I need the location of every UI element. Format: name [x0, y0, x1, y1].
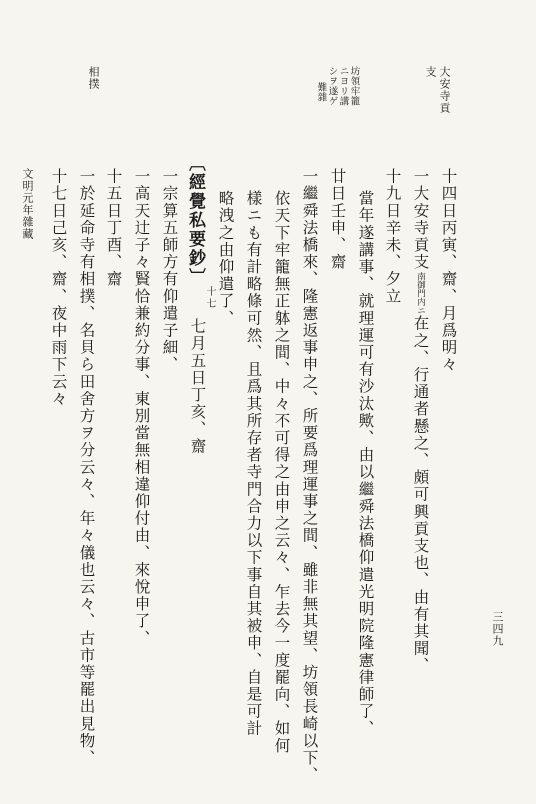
header-note-right-1: 大安寺貢 [438, 66, 451, 114]
running-title: 文明元年雜藏 [21, 168, 34, 240]
text-column-11: 一宗算五師方有仰遣子細、 [160, 168, 179, 374]
text-column-9: 略洩之由仰遣了、 [216, 190, 235, 327]
header-note-right-2: 支 [424, 66, 437, 78]
text-column-1: 十四日丙寅、齋、月爲明々 [439, 168, 458, 374]
header-note-left: 相撲 [87, 66, 100, 90]
header-note-mid-3: シヲ遂ゲ [326, 66, 338, 106]
text-column-2 [412, 168, 428, 674]
text-column-13: 十五日丁酉、齋 [104, 168, 123, 288]
inline-note: 南御門内ニ [415, 271, 426, 315]
section-number: 十七 [204, 286, 215, 310]
text-column-15: 十七日己亥、齋、夜中雨下云々 [49, 168, 68, 408]
page-number: 三四九 [491, 611, 504, 647]
section-title-close-bracket: 〕 [185, 268, 205, 287]
section-title [186, 154, 203, 287]
header-note-mid-1: 坊領牢籠 [348, 66, 360, 106]
text-column-5: 廿日壬申、齋 [328, 168, 347, 271]
section-title-text: 經覺私要鈔 [185, 173, 205, 268]
text-column-8: 樣ニも有計略條可然、且爲其所存者寺門合力以下事自其被申、自是可計 [244, 190, 263, 738]
text-column-2-head: 一大安寺貢支 [411, 168, 430, 271]
text-column-12: 一高天辻子々賢恰兼約分事、東別當無相違仰付由、來悅申了、 [132, 168, 151, 647]
text-column-3: 十九日辛未、夕立 [383, 168, 402, 305]
section-title-open-bracket: 〔 [185, 154, 205, 173]
header-note-mid-4: 難雜 [315, 82, 327, 102]
text-column-4: 當年遂講事、就理運可有沙汰歟、由以繼舜法橋仰遣光明院隆憲律師了、 [356, 190, 375, 738]
text-column-6: 一繼舜法橋來、隆憲返事申之、所要爲理運事之間、雖非無其望、坊領長崎以下、 [300, 168, 319, 784]
text-column-10: 七月五日丁亥、齋 [188, 318, 207, 455]
text-column-2-tail: 在之、行通者懸之、頗可興貢支也、由有其聞、 [411, 315, 430, 675]
header-note-mid-2: ニヨリ講 [337, 66, 349, 106]
text-column-14: 一於延命寺有相撲、名貝ら田舍方ヲ分云々、年々儀也云々、古市等罷出見物、 [77, 168, 96, 767]
text-column-7: 依天下牢籠無正躰之間、中々不可得之由申之云々、乍去今一度罷向、如何 [272, 190, 291, 755]
